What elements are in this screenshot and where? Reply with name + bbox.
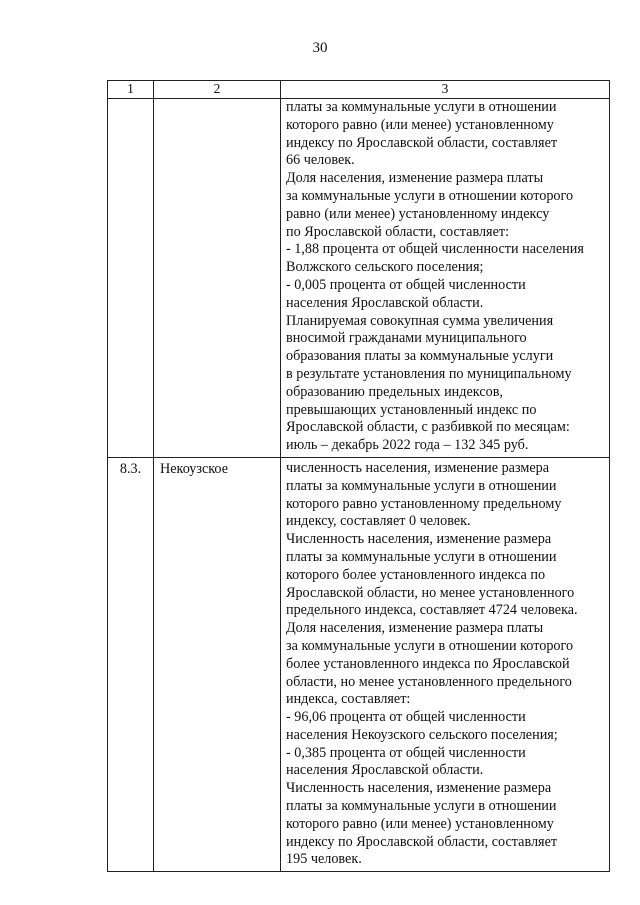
text-line: - 1,88 процента от общей численности населения (286, 241, 584, 258)
description-cell (281, 99, 610, 458)
text-line: - 96,06 процента от общей численности (286, 709, 526, 726)
text-line: Планируемая совокупная сумма увеличения (286, 312, 554, 329)
page-number: 30 (312, 40, 328, 56)
text-line: которого равно (или менее) установленному (286, 815, 554, 832)
text-line: платы за коммунальные услуги в отношении (286, 548, 557, 565)
text-line: предельного индекса, составляет 4724 человека. (286, 602, 578, 619)
text-line: превышающих установленный индекс по (286, 401, 537, 418)
text-line: более установленного индекса по Ярославской (286, 655, 570, 672)
header-col-2: 2 (154, 81, 281, 99)
text-line: платы за коммунальные услуги в отношении (286, 477, 557, 494)
text-line: которого равно (или менее) установленному (286, 116, 554, 133)
text-line: которого более установленного индекса по (286, 566, 546, 583)
text-line: индексу по Ярославской области, составляет (286, 833, 558, 850)
text-line: - 0,005 процента от общей численности (286, 276, 526, 293)
text-line: Ярославской области, но менее установленного (286, 584, 575, 601)
document-table (107, 80, 610, 872)
text-line: - 0,385 процента от общей численности (286, 744, 526, 761)
settlement-name: Некоузское (154, 457, 281, 871)
text-line: области, но менее установленного предельного (286, 673, 572, 690)
text-line: равно (или менее) установленному индексу (286, 205, 550, 222)
header-col-3: 3 (281, 81, 610, 99)
text-line: по Ярославской области, составляет: (286, 223, 510, 240)
text-line: 66 человек. (286, 152, 355, 169)
text-line: Ярославской области, с разбивкой по месяцам: (286, 419, 570, 436)
row-number: 8.3. (108, 457, 154, 871)
table-row (108, 457, 610, 871)
text-line: в результате установления по муниципальному (286, 365, 572, 382)
row-number (108, 99, 154, 458)
table-header-row (108, 81, 610, 99)
text-line: Численность населения, изменение размера (286, 780, 552, 797)
header-col-1: 1 (108, 81, 154, 99)
text-line: населения Ярославской области. (286, 294, 484, 311)
text-line: 195 человек. (286, 851, 362, 868)
text-line: платы за коммунальные услуги в отношении (286, 798, 557, 815)
text-line: Численность населения, изменение размера (286, 531, 552, 548)
text-line: индексу по Ярославской области, составляет (286, 134, 558, 151)
text-line: индексу, составляет 0 человек. (286, 513, 471, 530)
text-line: Доля населения, изменение размера платы (286, 620, 544, 637)
text-line: вносимой гражданами муниципального (286, 330, 527, 347)
text-line: численность населения, изменение размера (286, 459, 550, 476)
settlement-name (154, 99, 281, 458)
table-row (108, 99, 610, 458)
text-line: июль – декабрь 2022 года – 132 345 руб. (286, 437, 529, 454)
text-line: Доля населения, изменение размера платы (286, 170, 544, 187)
description-cell (281, 457, 610, 871)
text-line: населения Некоузского сельского поселения; (286, 726, 558, 743)
text-line: которого равно установленному предельному (286, 495, 562, 512)
text-line: за коммунальные услуги в отношении которого (286, 187, 574, 204)
text-line: платы за коммунальные услуги в отношении (286, 99, 557, 115)
text-line: образования платы за коммунальные услуги (286, 348, 554, 365)
text-line: индекса, составляет: (286, 691, 411, 708)
text-line: Волжского сельского поселения; (286, 259, 484, 276)
text-line: населения Ярославской области. (286, 762, 484, 779)
text-line: за коммунальные услуги в отношении которого (286, 637, 574, 654)
text-line: образованию предельных индексов, (286, 383, 503, 400)
